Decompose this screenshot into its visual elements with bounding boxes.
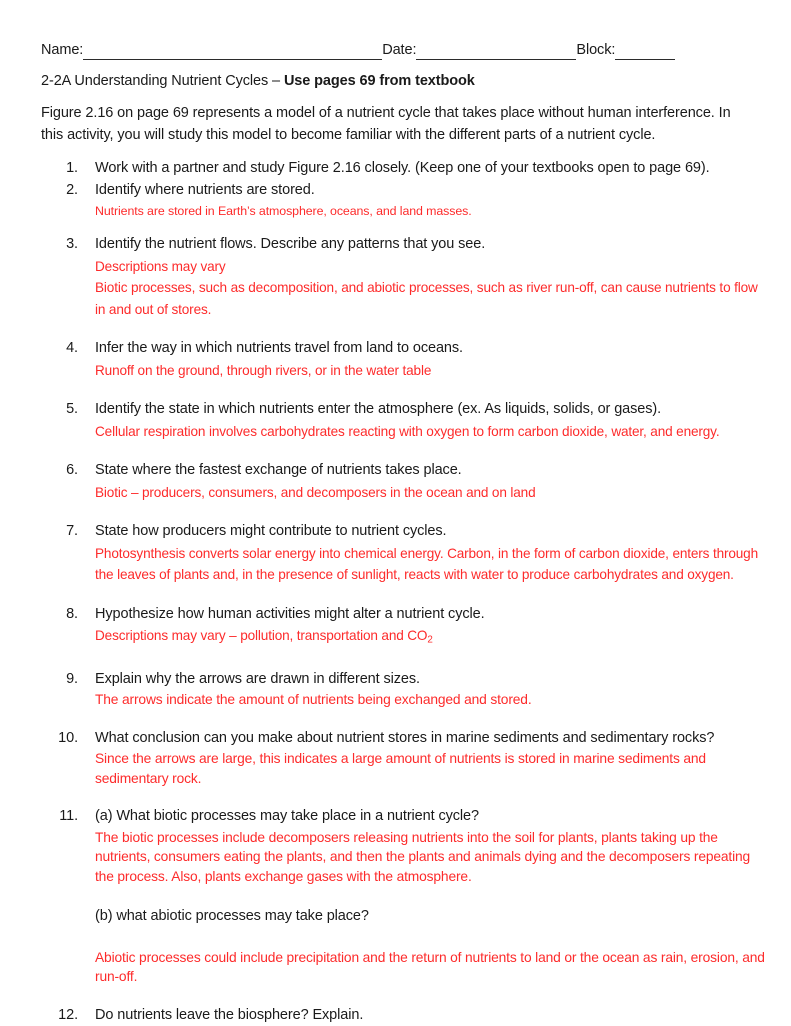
question-list: [41, 158, 765, 1026]
question-text: Work with a partner and study Figure 2.16 closely. (Keep one of your textbooks open to page 69).: [95, 160, 710, 176]
answer-text: Since the arrows are large, this indicates a large amount of nutrients is stored in marine sediments and sedimentary rock.: [95, 751, 706, 786]
student-info-header: [41, 40, 750, 60]
answer-subscript: 2: [427, 634, 433, 646]
answer-text: Biotic processes, such as decomposition, and abiotic processes, such as river run-off, can cause nutrients to flow in and out of stores.: [95, 280, 758, 317]
question-text: Do nutrients leave the biosphere? Explain.: [95, 1006, 364, 1023]
sub-question-text: (b) what abiotic processes may take place?: [95, 908, 369, 925]
date-fill-in-rule[interactable]: [416, 46, 576, 60]
block-fill-in-rule[interactable]: [615, 46, 675, 60]
question-text: Identify the state in which nutrients enter the atmosphere (ex. As liquids, solids, or gases).: [95, 401, 662, 417]
date-label: Date:: [382, 42, 417, 58]
question-text: Identify the nutrient flows. Describe any patterns that you see.: [95, 236, 486, 252]
question-text: Hypothesize how human activities might alter a nutrient cycle.: [95, 605, 485, 622]
question-number: 7.: [66, 523, 78, 539]
paragraph-spacer: [95, 928, 750, 948]
answer-text: Biotic – producers, consumers, and decomposers in the ocean and on land: [95, 484, 536, 500]
answer-text: Photosynthesis converts solar energy into chemical energy. Carbon, in the form of carbon dioxide, enters through the leaves of plants and, in the presence of sunlight, reacts with water to produce carbohydrates and oxygen.: [95, 545, 759, 582]
question-item-11: [41, 806, 765, 987]
name-label: Name:: [41, 42, 84, 58]
question-text: What conclusion can you make about nutrient stores in marine sediments and sedimentary rocks?: [95, 729, 715, 746]
block-label: Block:: [576, 42, 616, 58]
question-item-12: [41, 1005, 750, 1026]
question-number: 10.: [58, 729, 78, 746]
question-number: 2.: [66, 181, 78, 198]
intro-paragraph: Figure 2.16 on page 69 represents a model of a nutrient cycle that takes place without human interference. In this activity, you will study this model to become familiar with the different parts of a nutrient cycle.: [41, 105, 731, 143]
question-item-4: [41, 338, 750, 381]
question-number: 11.: [59, 808, 78, 825]
worksheet-title-prefix: 2-2A Understanding Nutrient Cycles –: [41, 73, 284, 89]
worksheet-title: [41, 71, 750, 92]
answer-text: [95, 625, 767, 651]
question-item-9: [41, 669, 750, 710]
answer-text: The biotic processes include decomposers releasing nutrients into the soil for plants, plants taking up the nutrients, consumers eating the plants, and then the plants and animals dying and the decomposers repeating the process. Also, plants exchange gases with the atmosphere.: [95, 829, 751, 884]
answer-text: Descriptions may vary: [95, 258, 226, 274]
question-number: 5.: [66, 401, 78, 417]
sub-answer-text: Abiotic processes could include precipitation and the return of nutrients to land or the ocean as rain, erosion, and run-off.: [95, 949, 765, 985]
question-item-7: [41, 521, 759, 586]
answer-text: Nutrients are stored in Earth’s atmosphere, oceans, and land masses.: [95, 204, 472, 218]
question-text: (a) What biotic processes may take place in a nutrient cycle?: [95, 808, 479, 825]
question-number: 1.: [66, 160, 78, 176]
question-number: 12.: [58, 1006, 78, 1023]
name-fill-in-rule[interactable]: [83, 46, 382, 60]
answer-text: The arrows indicate the amount of nutrients being exchanged and stored.: [95, 692, 532, 708]
worksheet-title-emphasis: Use pages 69 from textbook: [283, 73, 475, 89]
question-item-1: [41, 158, 750, 180]
answer-text: Cellular respiration involves carbohydrates reacting with oxygen to form carbon dioxide, water, and energy.: [95, 423, 720, 439]
question-text: Explain why the arrows are drawn in different sizes.: [95, 670, 420, 687]
question-text: State how producers might contribute to nutrient cycles.: [95, 523, 447, 539]
question-number: 6.: [66, 462, 78, 478]
question-number: 3.: [66, 236, 78, 252]
question-item-5: [41, 399, 750, 442]
question-number: 8.: [66, 605, 78, 622]
question-item-10: [41, 728, 750, 789]
question-item-6: [41, 460, 750, 503]
question-number: 4.: [66, 340, 78, 356]
question-number: 9.: [66, 670, 78, 687]
question-item-8: [41, 604, 750, 651]
question-text: Identify where nutrients are stored.: [95, 181, 315, 198]
question-text: Infer the way in which nutrients travel from land to oceans.: [95, 340, 463, 356]
question-item-2: [41, 180, 750, 222]
question-item-3: [41, 234, 758, 320]
answer-main: Descriptions may vary – pollution, transportation and CO: [95, 628, 428, 643]
paragraph-spacer: [95, 886, 750, 906]
answer-text: Runoff on the ground, through rivers, or in the water table: [95, 362, 432, 378]
question-text: State where the fastest exchange of nutrients takes place.: [95, 462, 462, 478]
